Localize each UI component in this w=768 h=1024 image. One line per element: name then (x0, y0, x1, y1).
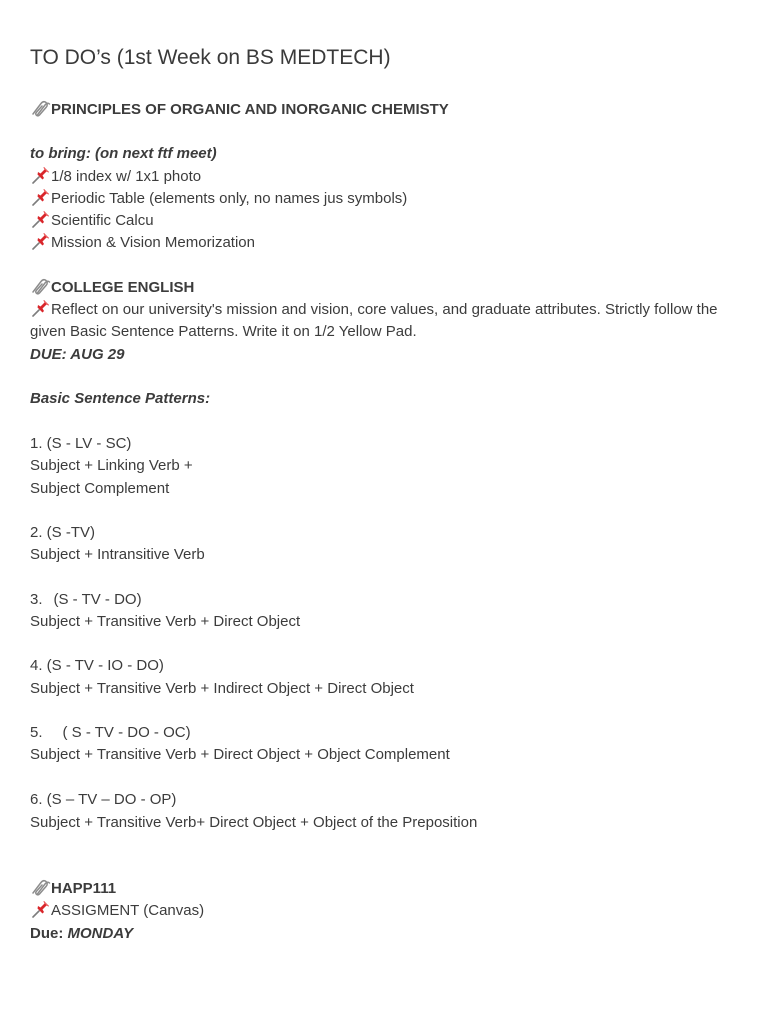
chem-item (30, 166, 201, 188)
pattern-code: 2. (S -TV) (30, 524, 96, 541)
pushpin-icon (30, 299, 51, 317)
english-task-text: Reflect on our university's mission and vision, core values, and graduate attributes. Strictly follow the given Basic Sentence Patterns. Write it on 1/2 Yellow Pad. (30, 301, 718, 340)
english-task (30, 299, 730, 343)
pattern-desc: Subject + Transitive Verb + Indirect Object + Direct Object (30, 680, 414, 697)
pattern-code-line (30, 722, 191, 744)
paperclip-icon (30, 878, 51, 896)
happ-heading-line (30, 878, 116, 900)
chem-item-text: 1/8 index w/ 1x1 photo (51, 168, 202, 185)
paperclip-icon (30, 277, 51, 295)
happ-due-label: Due: (30, 925, 64, 942)
pattern-desc: Subject + Transitive Verb + Direct Object (30, 613, 301, 630)
english-heading-line (30, 277, 194, 299)
pattern-code: (S - TV - DO) (53, 591, 142, 608)
paperclip-icon (30, 99, 51, 117)
chem-heading-line (30, 99, 449, 121)
english-heading: COLLEGE ENGLISH (51, 279, 195, 296)
happ-due (30, 923, 133, 945)
pattern-code: 4. (S - TV - IO - DO) (30, 657, 164, 674)
pattern-code: ( S - TV - DO - OC) (62, 724, 191, 741)
happ-due-value: MONDAY (67, 925, 134, 942)
happ-task-text: ASSIGMENT (Canvas) (51, 902, 205, 919)
pattern-desc: Subject + Linking Verb + (30, 457, 193, 474)
pushpin-icon (30, 210, 51, 228)
chem-bring-label: to bring: (on next ftf meet) (30, 145, 217, 162)
pushpin-icon (30, 900, 51, 918)
chem-heading: PRINCIPLES OF ORGANIC AND INORGANIC CHEMISTY (51, 101, 449, 118)
pattern-number: 3. (30, 591, 43, 608)
chem-item-text: Periodic Table (elements only, no names jus symbols) (51, 190, 408, 207)
chem-item (30, 232, 255, 254)
chem-item (30, 188, 407, 210)
pattern-code: 6. (S – TV – DO - OP) (30, 791, 177, 808)
pattern-code-line (30, 589, 142, 611)
chem-item-text: Mission & Vision Memorization (51, 234, 255, 251)
pattern-desc: Subject + Transitive Verb+ Direct Object + Object of the Preposition (30, 814, 478, 831)
chem-item (30, 210, 154, 232)
pushpin-icon (30, 166, 51, 184)
page-title: TO DO’s (1st Week on BS MEDTECH) (30, 46, 391, 69)
pushpin-icon (30, 232, 51, 250)
pattern-number: 5. (30, 724, 43, 741)
pattern-desc: Subject Complement (30, 480, 170, 497)
happ-heading: HAPP111 (51, 880, 117, 897)
english-due: DUE: AUG 29 (30, 346, 125, 363)
pattern-desc: Subject + Intransitive Verb (30, 546, 205, 563)
chem-item-text: Scientific Calcu (51, 212, 154, 229)
patterns-label: Basic Sentence Patterns: (30, 390, 211, 407)
happ-task (30, 900, 204, 922)
pattern-code: 1. (S - LV - SC) (30, 435, 132, 452)
pushpin-icon (30, 188, 51, 206)
pattern-desc: Subject + Transitive Verb + Direct Object + Object Complement (30, 746, 450, 763)
